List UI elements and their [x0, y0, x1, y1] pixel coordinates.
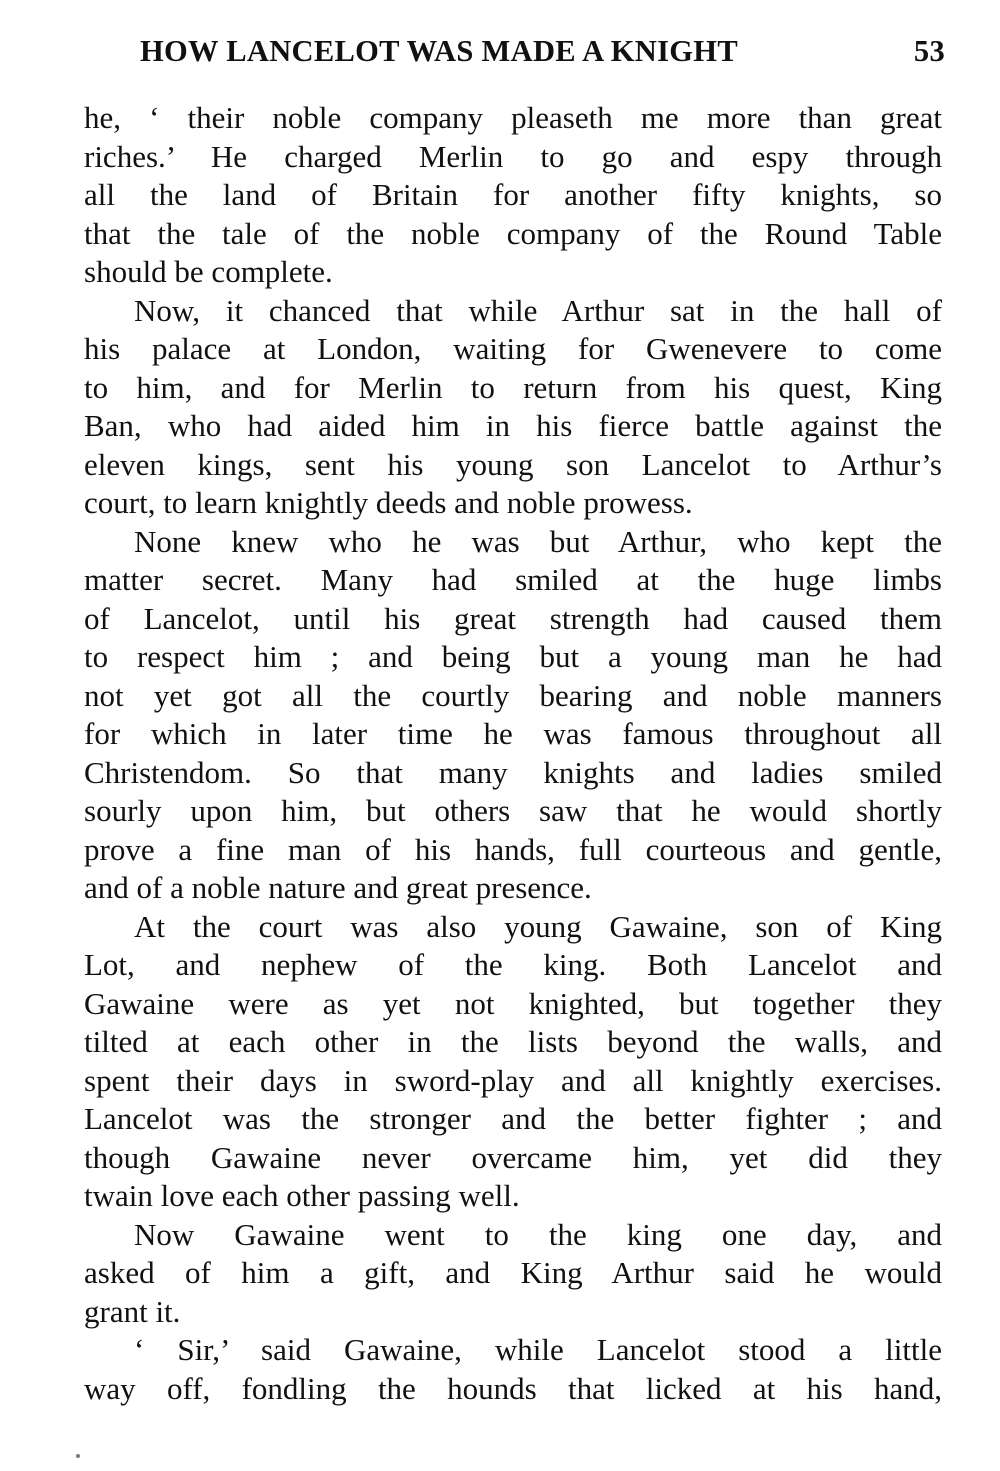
text-line: that the tale of the noble company of the Round Table: [84, 215, 942, 251]
text-line: not yet got all the courtly bearing and noble manners: [84, 677, 942, 713]
text-line: Gawaine were as yet not knighted, but together they: [84, 985, 942, 1021]
text-line: At the court was also young Gawaine, son of King: [134, 908, 942, 944]
text-line: Ban, who had aided him in his fierce battle against the: [84, 408, 942, 443]
text-line: court, to learn knightly deeds and noble prowess.: [84, 485, 693, 520]
text-line: to respect him ; and being but a young man he had: [84, 639, 942, 674]
text-line: eleven kings, sent his young son Lancelot to Arthur’s: [84, 446, 942, 482]
text-line: though Gawaine never overcame him, yet did they: [84, 1139, 942, 1175]
text-line: way off, fondling the hounds that licked at his hand,: [84, 1370, 942, 1406]
text-line: to him, and for Merlin to return from his quest, King: [84, 369, 942, 405]
text-line: should be complete.: [84, 254, 333, 289]
text-line: asked of him a gift, and King Arthur said he would: [84, 1255, 942, 1290]
text-line: Christendom. So that many knights and ladies smiled: [84, 754, 942, 790]
paragraph: [84, 99, 942, 292]
text-line: he, ‘ their noble company pleaseth me more than great: [84, 100, 942, 135]
text-line: None knew who he was but Arthur, who kept the: [134, 523, 942, 559]
text-line: ‘ Sir,’ said Gawaine, while Lancelot stood a little: [134, 1332, 942, 1367]
text-line: for which in later time he was famous throughout all: [84, 716, 942, 751]
text-line: tilted at each other in the lists beyond the walls, and: [84, 1024, 942, 1059]
paragraph: [84, 523, 942, 908]
chapter-title: HOW LANCELOT WAS MADE A KNIGHT: [140, 34, 738, 68]
text-line: matter secret. Many had smiled at the huge limbs: [84, 562, 942, 597]
paragraph: [84, 1216, 942, 1332]
text-line: sourly upon him, but others saw that he would shortly: [84, 793, 942, 828]
text-line: and of a noble nature and great presence.: [84, 870, 592, 905]
text-line: grant it.: [84, 1293, 181, 1329]
text-line: Now Gawaine went to the king one day, and: [134, 1216, 942, 1252]
text-line: Lot, and nephew of the king. Both Lancelot and: [84, 947, 942, 982]
text-line: riches.’ He charged Merlin to go and espy through: [84, 138, 942, 174]
text-line: Lancelot was the stronger and the better fighter ; and: [84, 1101, 942, 1136]
page-number: 53: [913, 34, 945, 68]
text-line: prove a fine man of his hands, full courteous and gentle,: [84, 831, 942, 867]
text-line: of Lancelot, until his great strength had caused them: [84, 600, 942, 636]
body-text: [84, 99, 942, 1408]
text-line: all the land of Britain for another fifty knights, so: [84, 177, 942, 212]
text-line: spent their days in sword-play and all knightly exercises.: [84, 1062, 942, 1098]
paragraph: [84, 1331, 942, 1408]
paragraph: [84, 292, 942, 523]
text-line: his palace at London, waiting for Gwenevere to come: [84, 331, 942, 366]
text-line: twain love each other passing well.: [84, 1178, 520, 1213]
paragraph: [84, 908, 942, 1216]
print-speck: [76, 1454, 80, 1458]
running-head: [140, 34, 945, 84]
text-line: Now, it chanced that while Arthur sat in the hall of: [134, 292, 942, 328]
